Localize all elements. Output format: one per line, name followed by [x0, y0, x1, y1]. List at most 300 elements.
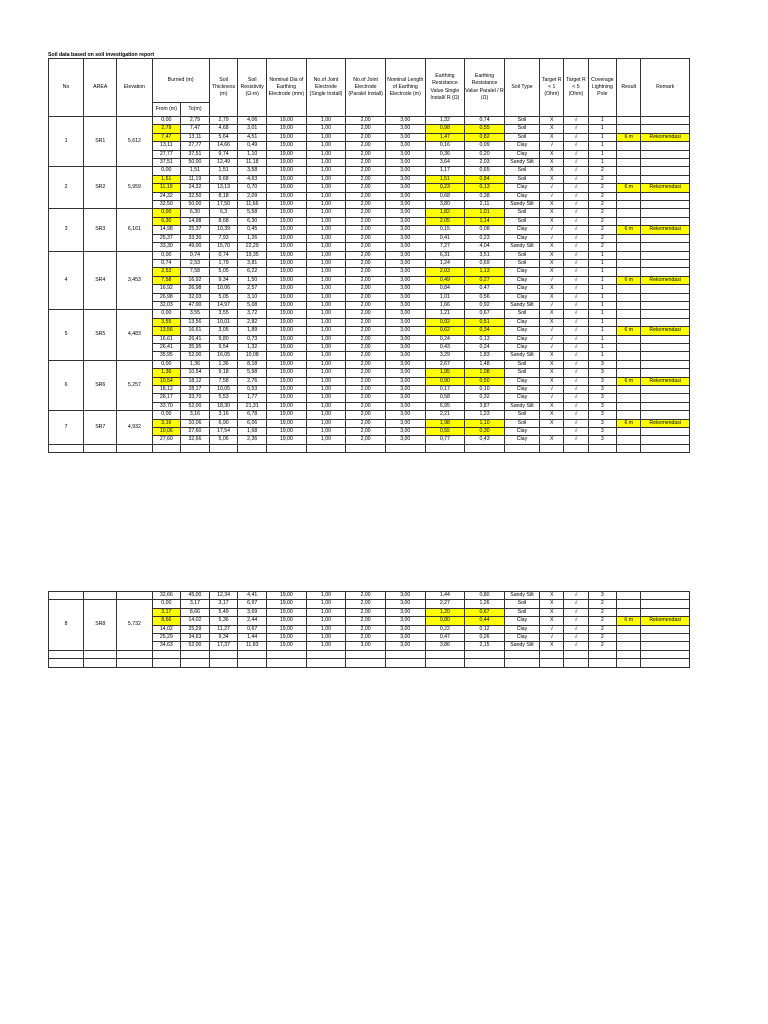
cell-remark: Rekomendasi: [641, 419, 690, 427]
cell-remark: [641, 318, 690, 326]
cell-resistivity: 6,22: [238, 268, 267, 276]
cell-thickness: 11,27: [209, 625, 238, 633]
cell-res-paralel: 0,67: [465, 608, 505, 616]
cell-res-single: 0,43: [425, 343, 465, 351]
header-elevation: Elevation: [117, 59, 152, 117]
cell-from: 8,66: [152, 617, 181, 625]
cell-target1: √: [540, 301, 564, 309]
cell-coverage: 1: [588, 318, 617, 326]
cell-res-paralel: 0,26: [465, 634, 505, 642]
cell-nominal-dia: 19,00: [267, 428, 307, 436]
cell-result: [617, 125, 641, 133]
cell-coverage: 2: [588, 167, 617, 175]
cell-nominal-dia: 19,00: [267, 335, 307, 343]
cell-remark: [641, 192, 690, 200]
cell-empty: [267, 444, 307, 452]
cell-nominal-dia: 19,00: [267, 268, 307, 276]
cell-thickness: 1,51: [209, 167, 238, 175]
cell-nominal-dia: 19,00: [267, 184, 307, 192]
cell-joint-paralel: 2,00: [346, 419, 386, 427]
cell-remark: [641, 310, 690, 318]
cell-joint-paralel: 2,00: [346, 133, 386, 141]
cell-target1: √: [540, 634, 564, 642]
cell-target5: √: [564, 352, 588, 360]
cell-coverage: 1: [588, 276, 617, 284]
cell-target1: √: [540, 327, 564, 335]
cell-resistivity: 0,70: [238, 184, 267, 192]
cell-nominal-dia: 19,00: [267, 192, 307, 200]
cell-nominal-length: 3,00: [385, 184, 425, 192]
cell-result: [617, 360, 641, 368]
cell-from: 35,95: [152, 352, 181, 360]
cell-to: 13,56: [181, 318, 210, 326]
cell-res-single: 1,51: [425, 175, 465, 183]
cell-joint-single: 1,00: [306, 335, 346, 343]
cell-target1: √: [540, 394, 564, 402]
cell-to: 52,00: [181, 642, 210, 650]
cell-target5: √: [564, 117, 588, 125]
cell-joint-single: 1,00: [306, 133, 346, 141]
cell-nominal-length: 3,00: [385, 192, 425, 200]
cell-coverage: 2: [588, 184, 617, 192]
cell-res-paralel: 0,55: [465, 125, 505, 133]
cell-target5: √: [564, 184, 588, 192]
cell-joint-single: 1,00: [306, 184, 346, 192]
cell-from: 32,66: [152, 592, 181, 600]
cell-nominal-length: 3,00: [385, 209, 425, 217]
cell-target1: X: [540, 352, 564, 360]
cell-joint-paralel: 2,00: [346, 327, 386, 335]
cell-soil-type: Soil: [504, 209, 539, 217]
cell-soil-type: Clay: [504, 293, 539, 301]
cell-nominal-length: 3,00: [385, 419, 425, 427]
table-row: [49, 251, 690, 259]
cell-res-paralel: 0,32: [465, 394, 505, 402]
cell-target1: X: [540, 369, 564, 377]
cell-remark: [641, 634, 690, 642]
cell-res-single: 1,44: [425, 592, 465, 600]
cell-joint-single: 1,00: [306, 394, 346, 402]
header-joint-single: No.of Joint Electrode (Single Install): [306, 59, 346, 117]
cell-nominal-dia: 19,00: [267, 343, 307, 351]
cell-resistivity: 0,49: [238, 142, 267, 150]
cell-target1: √: [540, 335, 564, 343]
cell-area: SR8: [84, 600, 117, 650]
cell-target1: X: [540, 310, 564, 318]
cell-target5: √: [564, 209, 588, 217]
cell-from: 25,29: [152, 634, 181, 642]
cell-result: [617, 386, 641, 394]
cell-coverage: 1: [588, 335, 617, 343]
cell-empty: [425, 444, 465, 452]
cell-target1: X: [540, 592, 564, 600]
cell-nominal-length: 3,00: [385, 386, 425, 394]
cell-nominal-dia: 19,00: [267, 285, 307, 293]
cell-nominal-dia: 19,00: [267, 377, 307, 385]
table-row: [49, 600, 690, 608]
cell-soil-type: Soil: [504, 310, 539, 318]
cell-target1: X: [540, 600, 564, 608]
header-area: AREA: [84, 59, 117, 117]
cell-resistivity: 3,81: [238, 259, 267, 267]
cell-remark: [641, 150, 690, 158]
cell-result: [617, 343, 641, 351]
empty-row: [49, 444, 690, 452]
cell-nominal-length: 3,00: [385, 402, 425, 410]
cell-remark: [641, 608, 690, 616]
cell-empty: [540, 659, 564, 667]
cell-res-single: 1,66: [425, 301, 465, 309]
header-soil-type: Soil Type: [504, 59, 539, 117]
cell-resistivity: 10,08: [238, 352, 267, 360]
cell-res-single: 0,62: [425, 327, 465, 335]
cell-res-paralel: 0,38: [465, 192, 505, 200]
cell-from: 1,51: [152, 175, 181, 183]
cell-result: [617, 411, 641, 419]
cell-joint-single: 1,00: [306, 285, 346, 293]
cell-soil-type: Soil: [504, 369, 539, 377]
cell-remark: Rekomendasi: [641, 327, 690, 335]
cell-res-single: 3,29: [425, 352, 465, 360]
cell-resistivity: 11,66: [238, 201, 267, 209]
cell-target5: √: [564, 201, 588, 209]
cell-res-paralel: 1,01: [465, 209, 505, 217]
cell-joint-paralel: 2,00: [346, 184, 386, 192]
cell-from: 0,00: [152, 251, 181, 259]
cell-remark: Rekomendasi: [641, 377, 690, 385]
cell-soil-type: Soil: [504, 251, 539, 259]
cell-soil-type: Clay: [504, 625, 539, 633]
cell-soil-type: Soil: [504, 175, 539, 183]
cell-joint-paralel: 2,00: [346, 234, 386, 242]
cell-result: [617, 318, 641, 326]
cell-empty: [465, 659, 505, 667]
cell-to: 32,50: [181, 192, 210, 200]
cell-thickness: 12,49: [209, 159, 238, 167]
cell-nominal-length: 3,00: [385, 343, 425, 351]
cell-soil-type: Clay: [504, 335, 539, 343]
cell-target1: X: [540, 259, 564, 267]
cell-joint-paralel: 2,00: [346, 209, 386, 217]
cell-coverage: 1: [588, 327, 617, 335]
cell-nominal-length: 3,00: [385, 352, 425, 360]
cell-nominal-dia: 19,00: [267, 369, 307, 377]
cell-target1: √: [540, 276, 564, 284]
cell-res-single: 0,55: [425, 428, 465, 436]
cell-coverage: 3: [588, 360, 617, 368]
cell-soil-type: Soil: [504, 419, 539, 427]
cell-res-single: 1,32: [425, 117, 465, 125]
cell-target1: X: [540, 377, 564, 385]
cell-coverage: 3: [588, 436, 617, 444]
cell-joint-paralel: 3,00: [346, 642, 386, 650]
cell-from: 27,77: [152, 150, 181, 158]
cell-target1: X: [540, 167, 564, 175]
cell-target5: √: [564, 226, 588, 234]
cell-nominal-dia: 19,00: [267, 360, 307, 368]
cell-joint-single: 1,00: [306, 428, 346, 436]
cell-target5: √: [564, 411, 588, 419]
cell-result: [617, 259, 641, 267]
cell-res-paralel: 0,82: [465, 133, 505, 141]
cell-to: 14,98: [181, 217, 210, 225]
cell-nominal-length: 3,00: [385, 600, 425, 608]
cell-coverage: 1: [588, 293, 617, 301]
cell-from: 0,00: [152, 360, 181, 368]
cell-result: 6 m: [617, 133, 641, 141]
cell-nominal-length: 3,00: [385, 592, 425, 600]
cell-target5: √: [564, 343, 588, 351]
cell-res-paralel: 0,84: [465, 175, 505, 183]
cell-remark: [641, 360, 690, 368]
cell-coverage: 2: [588, 209, 617, 217]
cell-from: 7,58: [152, 276, 181, 284]
cell-nominal-dia: 19,00: [267, 318, 307, 326]
cell-target5: √: [564, 243, 588, 251]
cell-soil-type: Clay: [504, 617, 539, 625]
cell-soil-type: Soil: [504, 600, 539, 608]
cell-to: 3,16: [181, 411, 210, 419]
cell-target1: X: [540, 150, 564, 158]
cell-to: 8,66: [181, 608, 210, 616]
cell-nominal-length: 3,00: [385, 377, 425, 385]
cell-resistivity: 1,32: [238, 343, 267, 351]
cell-target1: √: [540, 343, 564, 351]
cell-coverage: 1: [588, 251, 617, 259]
cell-res-single: 1,20: [425, 608, 465, 616]
cell-result: [617, 251, 641, 259]
cell-remark: [641, 600, 690, 608]
cell-empty: [181, 659, 210, 667]
cell-joint-single: 1,00: [306, 251, 346, 259]
cell-thickness: 3,05: [209, 327, 238, 335]
cell-to: 50,00: [181, 201, 210, 209]
cell-to: 47,00: [181, 301, 210, 309]
cell-to: 13,11: [181, 133, 210, 141]
cell-coverage: 3: [588, 377, 617, 385]
cell-res-paralel: 4,04: [465, 243, 505, 251]
cell-remark: [641, 369, 690, 377]
cell-nominal-length: 3,00: [385, 436, 425, 444]
cell-empty: [425, 650, 465, 658]
cell-target5: √: [564, 360, 588, 368]
cell-res-paralel: 1,13: [465, 268, 505, 276]
cell-joint-paralel: 2,00: [346, 192, 386, 200]
cell-result: [617, 234, 641, 242]
cell-coverage: 2: [588, 642, 617, 650]
cell-from: 33,70: [152, 402, 181, 410]
cell-resistivity: 2,36: [238, 436, 267, 444]
cell-target1: X: [540, 201, 564, 209]
cell-res-single: 0,90: [425, 377, 465, 385]
cell-thickness: 15,70: [209, 243, 238, 251]
cell-nominal-length: 3,00: [385, 201, 425, 209]
cell-area: SR6: [84, 360, 117, 410]
cell-empty: [425, 659, 465, 667]
cell-target5: √: [564, 428, 588, 436]
cell-from: 0,00: [152, 310, 181, 318]
cell-nominal-dia: 19,00: [267, 592, 307, 600]
cell-empty: [346, 444, 386, 452]
cell-empty: [564, 650, 588, 658]
cell-joint-paralel: 2,00: [346, 386, 386, 394]
cell-from: 27,60: [152, 436, 181, 444]
cell-res-paralel: 0,34: [465, 327, 505, 335]
cell-thickness: 9,34: [209, 276, 238, 284]
cell-target1: X: [540, 419, 564, 427]
cell-target5: √: [564, 625, 588, 633]
cell-resistivity: 3,10: [238, 293, 267, 301]
cell-nominal-dia: 19,00: [267, 642, 307, 650]
cell-joint-single: 1,00: [306, 642, 346, 650]
cell-target1: √: [540, 192, 564, 200]
cell-joint-single: 1,00: [306, 310, 346, 318]
cell-joint-single: 1,00: [306, 625, 346, 633]
cell-joint-paralel: 2,00: [346, 634, 386, 642]
cell-nominal-length: 3,00: [385, 234, 425, 242]
cell-joint-paralel: 2,00: [346, 369, 386, 377]
cell-target1: X: [540, 243, 564, 251]
cell-thickness: 14,97: [209, 301, 238, 309]
cell-result: [617, 117, 641, 125]
cell-target1: X: [540, 268, 564, 276]
cell-thickness: 16,05: [209, 352, 238, 360]
cell-target1: X: [540, 411, 564, 419]
cell-empty: [49, 650, 84, 658]
cell-area: SR7: [84, 411, 117, 445]
cell-nominal-length: 3,00: [385, 608, 425, 616]
cell-target5: √: [564, 150, 588, 158]
cell-nominal-dia: 19,00: [267, 634, 307, 642]
cell-target1: √: [540, 142, 564, 150]
cell-nominal-length: 3,00: [385, 133, 425, 141]
cell-joint-single: 1,00: [306, 301, 346, 309]
cell-nominal-length: 3,00: [385, 301, 425, 309]
cell-thickness: 17,37: [209, 642, 238, 650]
cell-thickness: 8,18: [209, 192, 238, 200]
cell-joint-single: 1,00: [306, 369, 346, 377]
cell-joint-single: 1,00: [306, 419, 346, 427]
cell-remark: [641, 301, 690, 309]
table-row: [49, 411, 690, 419]
cell-no: [49, 592, 84, 600]
cell-res-single: 2,67: [425, 360, 465, 368]
cell-result: [617, 201, 641, 209]
cell-coverage: 2: [588, 175, 617, 183]
cell-remark: [641, 217, 690, 225]
cell-target5: √: [564, 402, 588, 410]
table-row: [49, 167, 690, 175]
cell-target5: √: [564, 285, 588, 293]
cell-target5: √: [564, 310, 588, 318]
cell-resistivity: 1,26: [238, 234, 267, 242]
cell-no: 5: [49, 310, 84, 360]
cell-res-single: 2,03: [425, 268, 465, 276]
cell-thickness: 17,50: [209, 201, 238, 209]
cell-nominal-dia: 19,00: [267, 276, 307, 284]
cell-target1: X: [540, 209, 564, 217]
cell-from: 37,51: [152, 159, 181, 167]
cell-soil-type: Clay: [504, 268, 539, 276]
cell-remark: [641, 293, 690, 301]
cell-res-single: 1,21: [425, 310, 465, 318]
cell-empty: [84, 650, 117, 658]
cell-res-paralel: 1,23: [465, 411, 505, 419]
cell-joint-paralel: 2,00: [346, 592, 386, 600]
cell-coverage: 3: [588, 411, 617, 419]
cell-joint-single: 1,00: [306, 352, 346, 360]
cell-thickness: 9,54: [209, 343, 238, 351]
cell-soil-type: Clay: [504, 327, 539, 335]
cell-nominal-dia: 19,00: [267, 125, 307, 133]
cell-empty: [209, 659, 238, 667]
cell-from: 0,74: [152, 259, 181, 267]
cell-joint-paralel: 2,00: [346, 600, 386, 608]
cell-soil-type: Clay: [504, 192, 539, 200]
cell-from: 1,36: [152, 369, 181, 377]
cell-resistivity: 2,09: [238, 192, 267, 200]
cell-target5: √: [564, 592, 588, 600]
cell-soil-type: Clay: [504, 343, 539, 351]
cell-nominal-length: 3,00: [385, 251, 425, 259]
cell-from: 13,56: [152, 327, 181, 335]
cell-joint-paralel: 2,00: [346, 625, 386, 633]
cell-soil-type: Clay: [504, 226, 539, 234]
cell-target1: [540, 428, 564, 436]
cell-res-paralel: 2,11: [465, 201, 505, 209]
cell-res-paralel: 2,03: [465, 159, 505, 167]
cell-target1: X: [540, 642, 564, 650]
cell-joint-paralel: 2,00: [346, 608, 386, 616]
cell-to: 50,00: [181, 159, 210, 167]
cell-remark: [641, 394, 690, 402]
cell-res-single: 1,82: [425, 209, 465, 217]
cell-res-paralel: 1,10: [465, 419, 505, 427]
cell-joint-paralel: 2,00: [346, 259, 386, 267]
cell-coverage: 2: [588, 201, 617, 209]
report-title: Soil data based on soil investigation report: [48, 52, 155, 58]
cell-joint-paralel: 2,00: [346, 167, 386, 175]
cell-resistivity: 2,76: [238, 377, 267, 385]
cell-joint-paralel: 2,00: [346, 617, 386, 625]
cell-nominal-length: 3,00: [385, 285, 425, 293]
cell-joint-single: 1,00: [306, 201, 346, 209]
header-resistivity: Soil Resistivity (Ω-m): [238, 59, 267, 117]
cell-empty: [564, 444, 588, 452]
cell-resistivity: 5,58: [238, 209, 267, 217]
cell-res-single: 0,68: [425, 192, 465, 200]
cell-res-paralel: 0,24: [465, 343, 505, 351]
cell-coverage: 3: [588, 592, 617, 600]
cell-res-paralel: 0,92: [465, 301, 505, 309]
cell-target1: X: [540, 617, 564, 625]
cell-res-single: 0,17: [425, 386, 465, 394]
header-res-paralel: Earthing Resistance Value Paralel / R (Ω): [465, 59, 505, 117]
cell-remark: [641, 343, 690, 351]
cell-soil-type: Sandy Silt: [504, 201, 539, 209]
cell-resistivity: 5,98: [238, 369, 267, 377]
cell-resistivity: 1,77: [238, 394, 267, 402]
cell-nominal-dia: 19,00: [267, 600, 307, 608]
cell-elevation: 5,257: [117, 360, 152, 410]
cell-result: [617, 310, 641, 318]
cell-to: 52,00: [181, 402, 210, 410]
cell-resistivity: 1,44: [238, 634, 267, 642]
cell-resistivity: 1,50: [238, 276, 267, 284]
cell-nominal-length: 3,00: [385, 318, 425, 326]
cell-resistivity: 11,83: [238, 642, 267, 650]
cell-joint-single: 1,00: [306, 377, 346, 385]
